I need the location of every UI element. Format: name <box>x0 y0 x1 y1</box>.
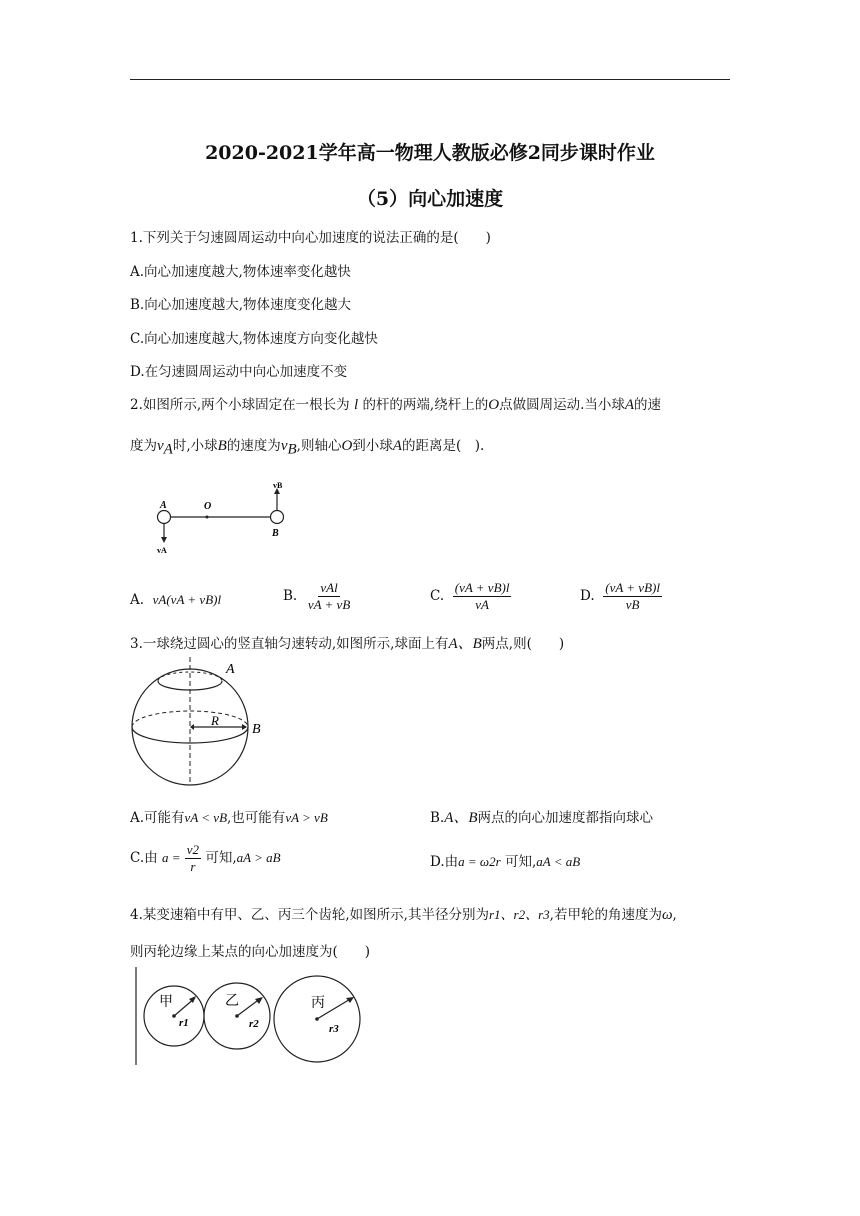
q2-option-b: B. $\frac{\text{vAl}}{vA + vB}$ <box>283 580 351 612</box>
q1-option-b: B.向心加速度越大,物体速度变化越大 <box>130 297 352 313</box>
q2-option-c: C. $\frac{(vA + vB)l}{vA}$ <box>430 580 510 612</box>
gear-r2-label: r2 <box>249 1018 259 1030</box>
gear-r1-label: r1 <box>179 1017 189 1029</box>
q3-label-r: R <box>211 713 219 728</box>
q3-sphere-figure <box>128 655 273 787</box>
q2-label-b: B <box>272 528 279 539</box>
q2-option-d: D. $\frac{(vA + vB)l}{vB}$ <box>580 580 660 612</box>
q4-stem-line1: 4.某变速箱中有甲、乙、丙三个齿轮,如图所示,其半径分别为r1、r2、r3,若甲轮的角速度为ω, <box>130 907 677 923</box>
q2-label-va: vA <box>157 546 167 555</box>
page-title: 2020-2021学年高一物理人教版必修2同步课时作业 <box>205 142 655 164</box>
q3-option-b: B.A、B两点的向心加速度都指向球心 <box>430 810 654 826</box>
q1-option-d: D.在匀速圆周运动中向心加速度不变 <box>130 364 348 380</box>
gear-yi-label: 乙 <box>225 994 239 1009</box>
q1-stem: 1.下列关于匀速圆周运动中向心加速度的说法正确的是( ) <box>130 230 491 246</box>
q2-label-o: O <box>204 501 212 512</box>
page-subtitle: （5）向心加速度 <box>356 188 504 210</box>
q3-option-c: C.由 a = $\frac{v2}{r}$ 可知,aA > aB <box>130 842 281 874</box>
q3-label-a: A <box>226 662 235 677</box>
q2-rod-figure <box>140 478 300 558</box>
q3-label-b: B <box>252 722 261 737</box>
q2-stem-line2: 度为$v_A$时,小球B的速度为$v_B$,则轴心O到小球A的距离是( ). <box>130 438 485 458</box>
q1-option-c: C.向心加速度越大,物体速度方向变化越快 <box>130 331 378 347</box>
header-rule <box>130 79 730 80</box>
q2-option-a: A. vA(vA + vB)l <box>130 592 222 608</box>
q2-label-vb: vB <box>273 481 283 490</box>
q2-label-a: A <box>160 500 167 511</box>
q3-stem: 3.一球绕过圆心的竖直轴匀速转动,如图所示,球面上有A、B两点,则( ) <box>130 636 565 652</box>
gear-jia-label: 甲 <box>159 995 173 1010</box>
q3-option-d: D.由a = ω2r 可知,aA < aB <box>430 854 581 870</box>
q3-option-a: A.可能有vA < vB,也可能有vA > vB <box>130 810 328 826</box>
q1-option-a: A.向心加速度越大,物体速率变化越快 <box>130 264 351 280</box>
q4-stem-line2: 则丙轮边缘上某点的向心加速度为( ) <box>130 944 371 960</box>
q2-stem-line1: 2.如图所示,两个小球固定在一根长为 l 的杆的两端,绕杆上的O点做圆周运动.当小球A的速 <box>130 397 662 413</box>
gear-bing-label: 丙 <box>311 996 325 1011</box>
q4-gears-figure <box>133 965 373 1070</box>
gear-r3-label: r3 <box>329 1023 339 1035</box>
